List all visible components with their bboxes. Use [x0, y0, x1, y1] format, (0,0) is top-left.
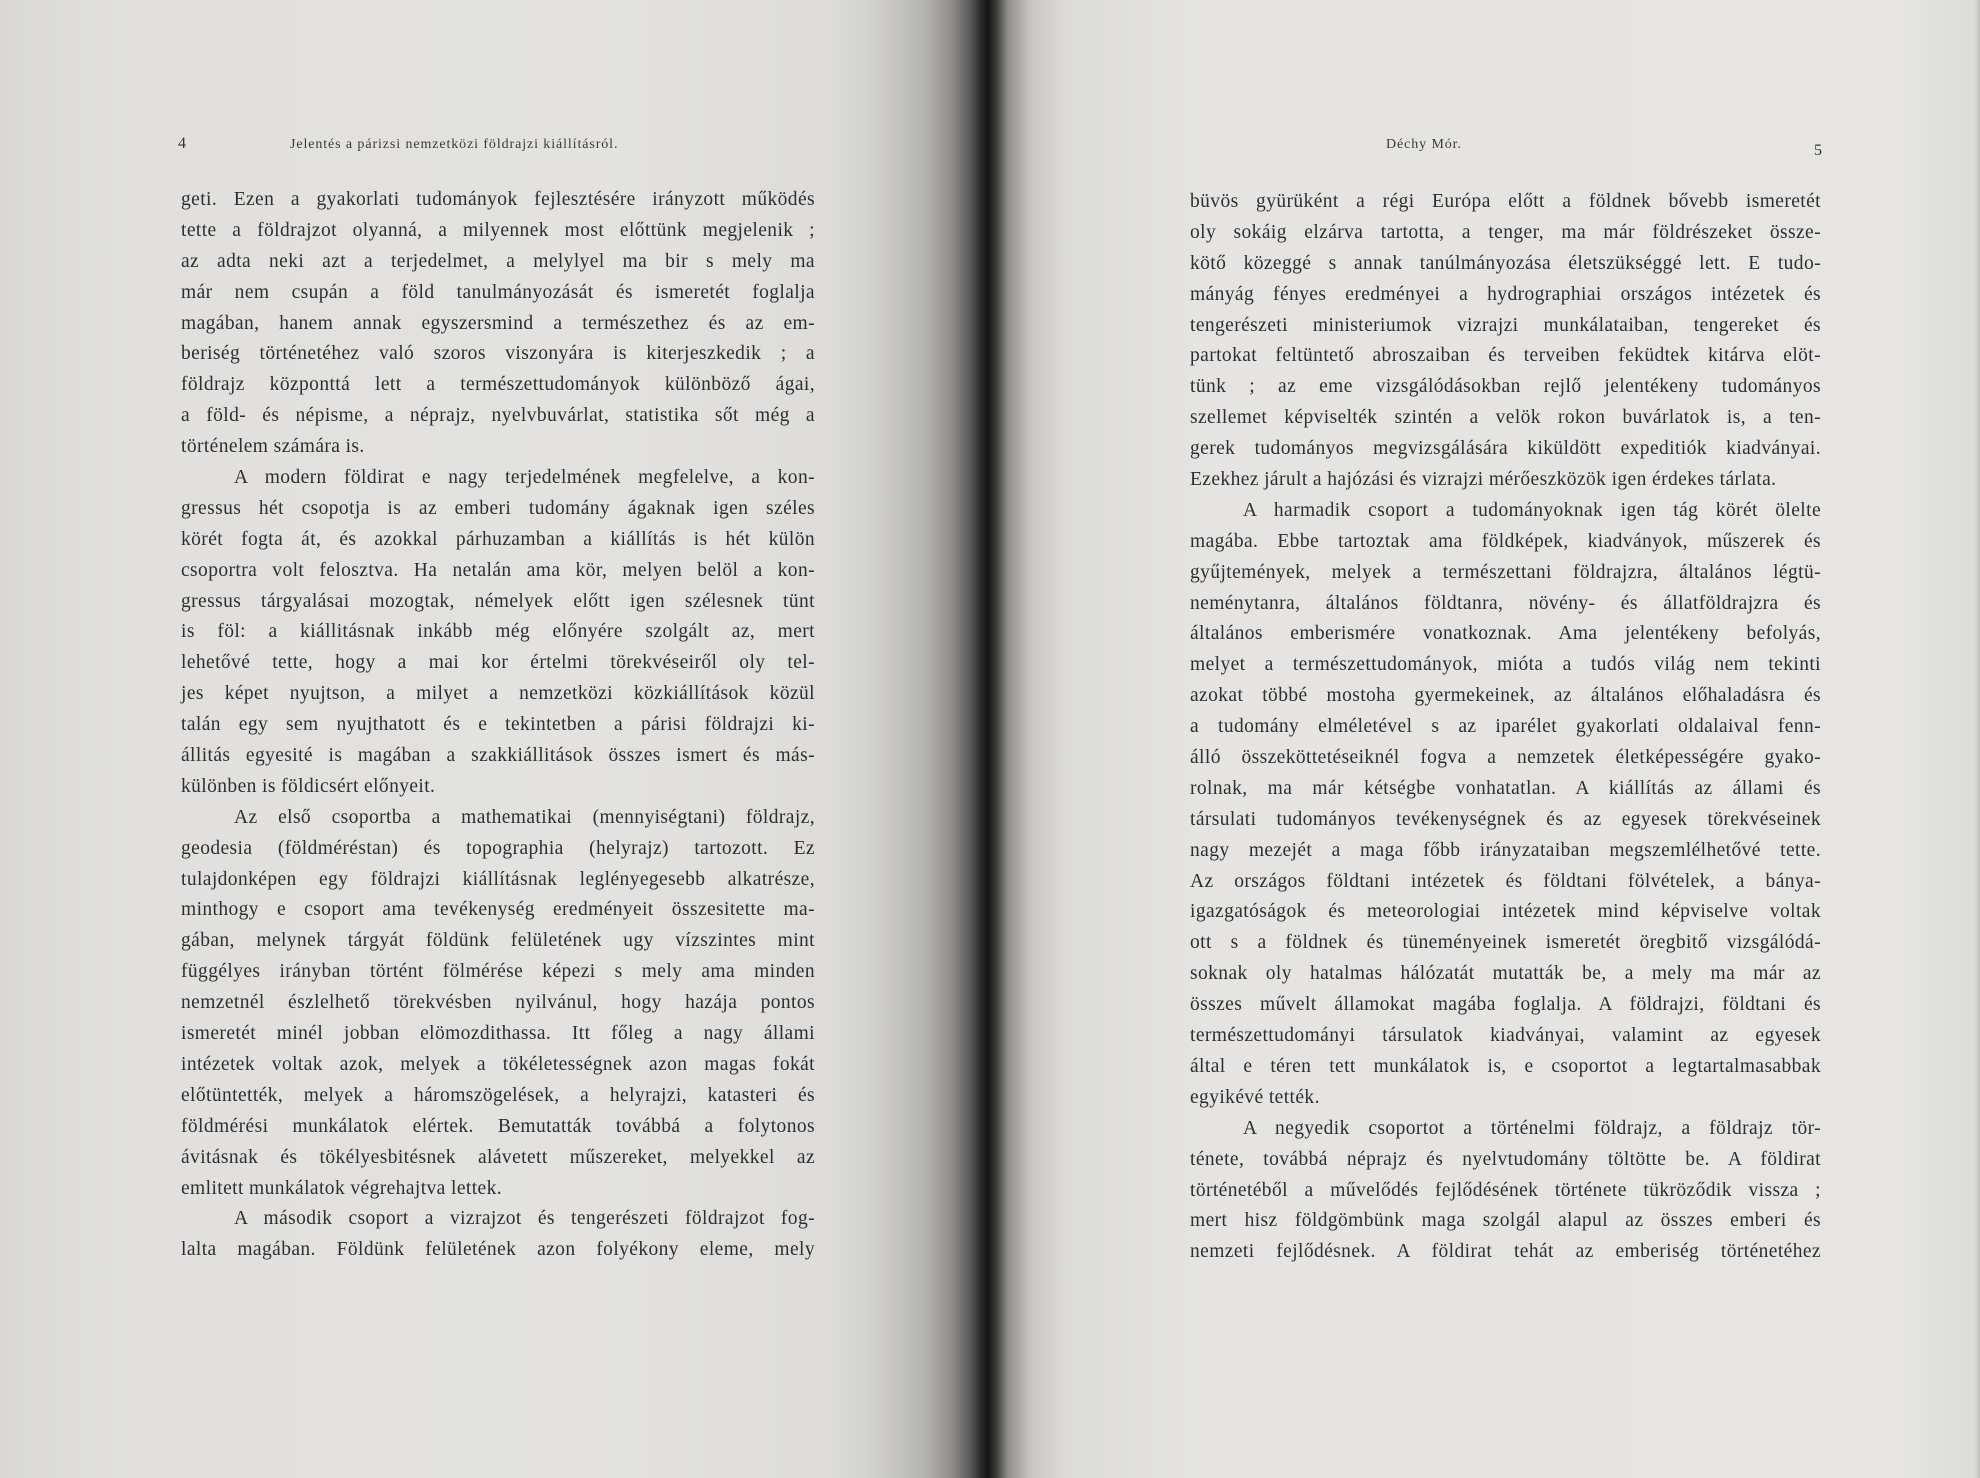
text-line: történelem számára is.: [181, 436, 365, 458]
text-line: Az országos földtani intézetek és földtani fölvételek, a bánya-: [1190, 870, 1821, 892]
text-line: szellemet képviselték szintén a velök rokon buvárlatok is, a ten-: [1190, 407, 1821, 429]
text-line: beriség történetéhez való szoros viszonyára is kiterjeszkedik ; a: [181, 343, 815, 365]
text-line: mert hisz földgömbünk maga szolgál alapul az összes emberi és: [1190, 1210, 1821, 1232]
text-line: általános emberismére vonatkoznak. Ama jelentékeny befolyás,: [1190, 623, 1821, 645]
text-line: emlitett munkálatok végrehajtva lettek.: [181, 1177, 502, 1199]
text-line: körét fogta át, és azokkal párhuzamban a kiállítás is hét külön: [181, 528, 815, 550]
text-line: nemzeti fejlődésnek. A földirat tehát az emberiség történetéhez: [1190, 1241, 1821, 1263]
text-line: soknak oly hatalmas hálózatát mutatták be, a mely ma már az: [1190, 963, 1821, 985]
running-head: Jelentés a párizsi nemzetközi földrajzi kiállításról.: [290, 137, 619, 152]
text-line: nagy mezejét a maga főbb irányzataiban megszemlélhetővé tette.: [1190, 839, 1821, 861]
paragraph: [1190, 496, 1821, 1114]
text-line: földrajz központtá lett a természettudományok különböző ágai,: [181, 374, 815, 396]
text-line: a tudomány elméletével s az iparélet gyakorlati oldalaival fenn-: [1190, 716, 1821, 738]
text-line: geodesia (földméréstan) és topographia (helyrajz) tartozott. Ez: [181, 837, 815, 859]
paragraph: [181, 463, 815, 803]
text-line: geti. Ezen a gyakorlati tudományok fejlesztésére irányzott működés: [181, 189, 815, 210]
text-line: magába. Ebbe tartoztak ama földképek, kiadványok, műszerek és: [1190, 530, 1821, 552]
text-line: lalta magában. Földünk felületének azon folyékony eleme, mely: [181, 1239, 815, 1261]
text-line: neménytanra, általános földtanra, növény- és állatföldrajzra és: [1190, 592, 1821, 614]
text-line: gressus tárgyalásai mozogtak, némelyek előtt igen szélesnek tünt: [181, 590, 815, 612]
text-line: különben is földicsért előnyeit.: [181, 775, 436, 797]
text-line: A harmadik csoport a tudományoknak igen tág körét ölelte: [1243, 499, 1821, 521]
text-line: jes képet nyujtson, a milyet a nemzetközi közkiállítások közül: [181, 683, 815, 705]
text-line: által e téren tett munkálatok is, e csoportot a legtartalmasabbak: [1190, 1055, 1821, 1077]
text-line: összes művelt államokat magába foglalja. A földrajzi, földtani és: [1190, 994, 1821, 1016]
text-line: azokat többé mostoha gyermekeinek, az általános előhaladásra és: [1190, 685, 1821, 707]
text-line: gyűjtemények, melyek a természettani földrajzra, általános légtü-: [1190, 561, 1821, 583]
text-line: Ezekhez járult a hajózási és vizrajzi mérőeszközök igen érdekes tárlata.: [1190, 469, 1777, 491]
paragraph: [1190, 1114, 1821, 1268]
text-line: tulajdonképen egy földrajzi kiállításnak leglényegesebb alkatrésze,: [181, 868, 815, 890]
page-number: 5: [1814, 142, 1822, 159]
text-line: intézetek voltak azok, melyek a tökéletességnek azon magas fokát: [181, 1053, 815, 1075]
text-line: tengerészeti ministeriumok vizrajzi munkálataiban, tengereket és: [1190, 314, 1821, 336]
text-line: A második csoport a vizrajzot és tengerészeti földrajzot fog-: [234, 1208, 815, 1230]
left-page-text: [181, 185, 815, 1266]
text-line: talán egy sem nyujthatott és e tekintetben a párisi földrajzi ki-: [181, 714, 815, 736]
text-line: kötő közeggé s annak tanúlmányozása életszükséggé lett. E tudo-: [1190, 252, 1821, 274]
text-line: partokat feltüntető abroszaiban és terveiben feküdtek kitárva elöt-: [1190, 345, 1821, 367]
text-line: egyikévé tették.: [1190, 1086, 1320, 1108]
text-line: rolnak, ma már kétségbe vonhatatlan. A kiállítás az állami és: [1190, 777, 1821, 799]
text-line: nemzetnél észlelhető törekvésben nyilvánul, hogy hazája pontos: [181, 992, 815, 1014]
text-line: csoportra volt felosztva. Ha netalán ama kör, melyen belöl a kon-: [181, 559, 815, 581]
right-page-text: [1190, 187, 1821, 1268]
text-line: ott s a földnek és tüneményeinek ismeretét öregbitő vizsgálódá-: [1190, 932, 1821, 954]
paragraph: [181, 185, 815, 463]
text-line: földmérési munkálatok elértek. Bemutatták továbbá a folytonos: [181, 1115, 815, 1137]
text-line: minthogy e csoport ama tevékenység eredményeit összesitette ma-: [181, 899, 815, 921]
paragraph: [181, 803, 815, 1205]
text-line: a föld- és népisme, a néprajz, nyelvbuvárlat, statistika sőt még a: [181, 405, 815, 427]
text-line: lehetővé tette, hogy a mai kor értelmi törekvéseiről oly tel-: [181, 652, 815, 674]
text-line: mányág fényes eredményei a hydrographiai országos intézetek és: [1190, 283, 1821, 305]
paragraph: [181, 1204, 815, 1266]
text-line: melyet a természettudományok, mióta a tudós világ nem tekinti: [1190, 654, 1821, 676]
text-line: az adta neki azt a terjedelmet, a melylyel ma bir s mely ma: [181, 250, 815, 272]
text-line: ávitásnak és tökélyesbitésnek alávetett műszereket, melyekkel az: [181, 1146, 815, 1168]
right-page: [1000, 0, 1980, 1478]
text-line: álló összeköttetéseiknél fogva a nemzetek életképességére gyako-: [1190, 747, 1821, 769]
text-line: Az első csoportba a mathematikai (mennyiségtani) földrajz,: [234, 806, 815, 828]
text-line: tünk ; az eme vizsgálódásokban rejlő jelentékeny tudományos: [1190, 376, 1821, 398]
text-line: társulati tudományos tevékenységnek és az egyesek törekvéseinek: [1190, 808, 1821, 830]
text-line: már nem csupán a föld tanulmányozását és ismeretét foglalja: [181, 281, 815, 303]
text-line: magában, hanem annak egyszersmind a természethez és az em-: [181, 312, 815, 334]
text-line: ismeretét minél jobban elömozdithassa. Itt főleg a nagy állami: [181, 1023, 815, 1045]
text-line: gressus hét csopotja is az emberi tudomány ágaknak igen széles: [181, 497, 815, 519]
text-line: történetéből a művelődés fejlődésének története tükröződik vissza ;: [1190, 1179, 1821, 1201]
text-line: előtüntették, melyek a háromszögelések, a helyrajzi, katasteri és: [181, 1084, 815, 1106]
text-line: állitás egyesité is magában a szakkiállitások összes ismert és más-: [181, 745, 815, 767]
text-line: függélyes irányban történt fölmérése képezi s mely ama minden: [181, 961, 815, 983]
text-line: természettudományi társulatok kiadványai, valamint az egyesek: [1190, 1025, 1821, 1047]
text-line: is föl: a kiállitásnak inkább még előnyére szolgált az, mert: [181, 621, 815, 643]
text-line: igazgatóságok és meteorologiai intézetek mind képviselve voltak: [1190, 901, 1821, 923]
paragraph: [1190, 187, 1821, 496]
text-line: gában, melynek tárgyát földünk felületének ugy vízszintes mint: [181, 930, 815, 952]
running-head: Déchy Mór.: [1386, 137, 1462, 152]
text-line: A negyedik csoportot a történelmi földrajz, a földrajz tör-: [1243, 1117, 1821, 1139]
text-line: gerek tudományos megvizsgálására kiküldött expeditiók kiadványai.: [1190, 438, 1821, 460]
page-number: 4: [178, 135, 186, 152]
text-line: ténete, továbbá néprajz és nyelvtudomány töltötte be. A földirat: [1190, 1148, 1821, 1170]
text-line: A modern földirat e nagy terjedelmének megfelelve, a kon-: [234, 467, 815, 489]
text-line: büvös gyürüként a régi Európa előtt a földnek bővebb ismeretét: [1190, 191, 1821, 212]
left-page: [0, 0, 960, 1478]
text-line: tette a földrajzot olyanná, a milyennek most előttünk megjelenik ;: [181, 219, 815, 241]
text-line: oly sokáig elzárva tartotta, a tenger, ma már földrészeket össze-: [1190, 221, 1821, 243]
